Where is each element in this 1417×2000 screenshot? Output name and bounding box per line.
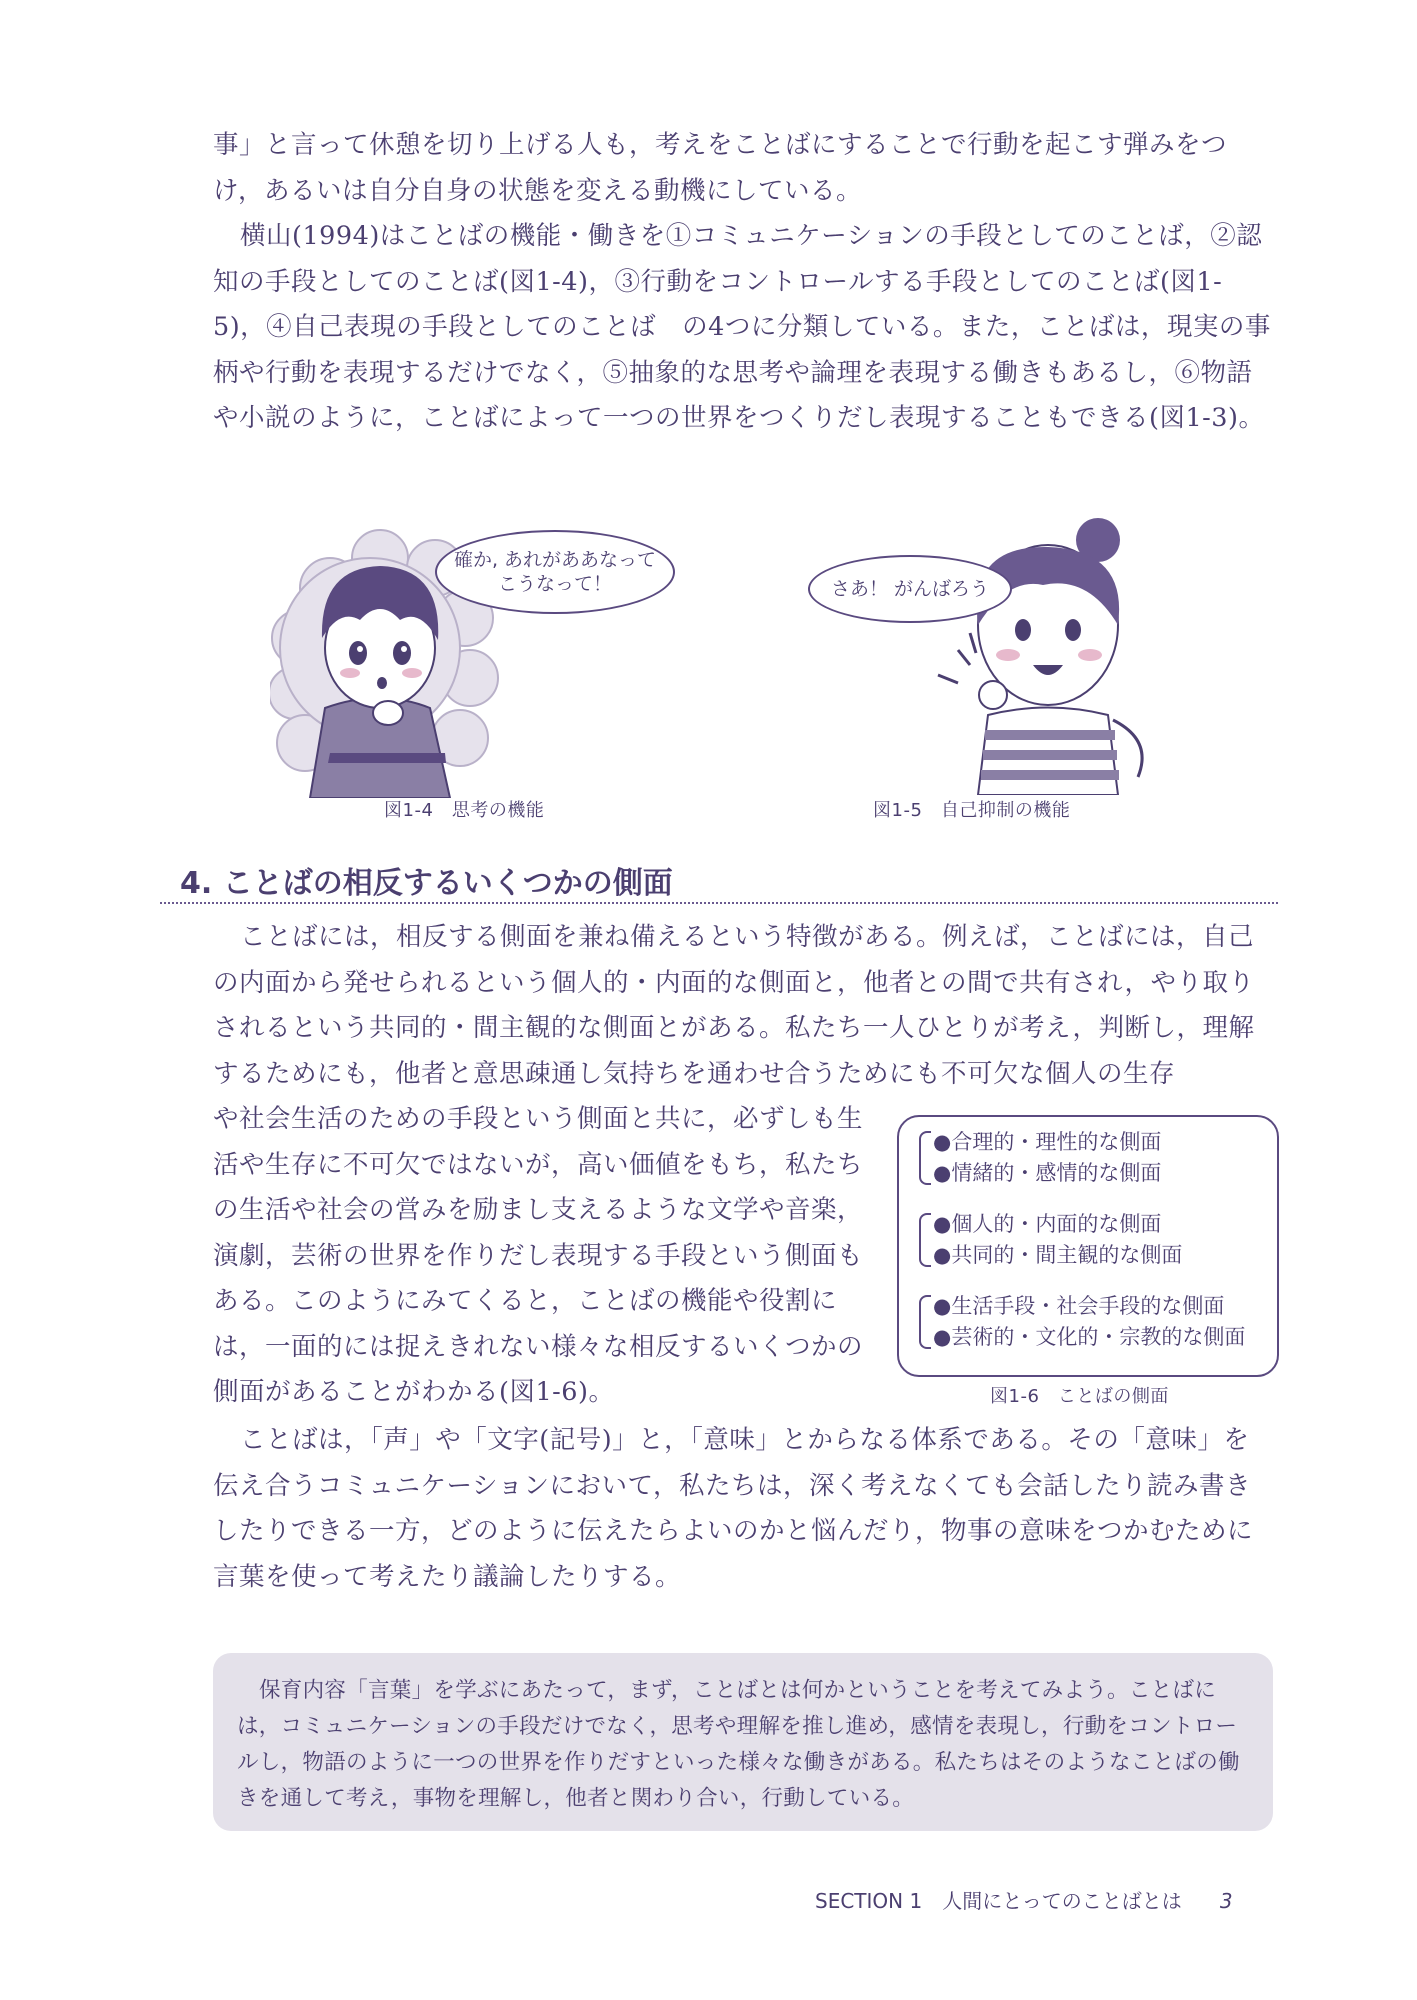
paragraph: 横山(1994)はことばの機能・働きを①コミュニケーションの手段としてのことば，②認知の手段としてのことば(図1-4)，③行動をコントロールする手段としてのことば(図1-5)，④自己表現の手段としてのことば の4つに分類している。また，ことばは，現実の事柄や行動を表現するだけでなく，⑤抽象的な思考や論理を表現する働きもあるし，⑥物語や小説のように，ことばによって一つの世界をつくりだし表現することもできる(図1-3)。 bbox=[213, 221, 1271, 433]
aspect-group bbox=[919, 1291, 1246, 1353]
paragraph: ことばは，「声」や「文字(記号)」と，「意味」とからなる体系である。その「意味」を伝え合うコミュニケーションにおいて，私たちは，深く考えなくても会話したり読み書きしたりできる一方，どのように伝えたらよいのかと悩んだり，物事の意味をつかむために言葉を使って考えたり議論したりする。 bbox=[213, 1425, 1254, 1592]
figure-1-4 bbox=[270, 528, 710, 798]
aspect-item: ●生活手段・社会手段的な側面 bbox=[933, 1294, 1225, 1318]
summary-text: 保育内容「言葉」を学ぶにあたって，まず，ことばとは何かということを考えてみよう。ことばには，コミュニケーションの手段だけでなく，思考や理解を推し進め，感情を表現し，行動をコントロールし，物語のように一つの世界を作りだすといった様々な働きがある。私たちはそのようなことばの働きを通して考え，事物を理解し，他者と関わり合い，行動している。 bbox=[237, 1678, 1240, 1811]
paragraph: ことばには，相反する側面を兼ね備えるという特徴がある。例えば，ことばには，自己の内面から発せられるという個人的・内面的な側面と，他者との間で共有され，やり取りされるという共同的・間主観的な側面とがある。私たち一人ひとりが考え，判断し，理解するためにも，他者と意思疎通し気持ちを通わせ合うためにも不可欠な個人の生存 bbox=[213, 922, 1255, 1089]
aspect-item: ●芸術的・文化的・宗教的な側面 bbox=[933, 1325, 1246, 1349]
figure-caption: 図1-6 ことばの側面 bbox=[990, 1386, 1169, 1407]
aspects-box bbox=[897, 1115, 1279, 1377]
figure-caption: 図1-5 自己抑制の機能 bbox=[873, 800, 1071, 821]
summary-box bbox=[213, 1653, 1273, 1831]
paragraph: 事」と言って休憩を切り上げる人も，考えをことばにすることで行動を起こす弾みをつけ，あるいは自分自身の状態を変える動機にしている。 bbox=[213, 130, 1228, 206]
figure-1-5 bbox=[808, 515, 1178, 795]
section-heading: 4. ことばの相反するいくつかの側面 bbox=[180, 866, 673, 901]
page-footer bbox=[815, 1885, 1233, 1914]
aspect-item: ●共同的・間主観的な側面 bbox=[933, 1243, 1183, 1267]
speech-bubble: 確か, あれがああなって こうなって！ bbox=[435, 530, 675, 614]
page-number: 3 bbox=[1219, 1889, 1233, 1913]
aspect-group bbox=[919, 1209, 1183, 1271]
section-text-full bbox=[213, 915, 1275, 1097]
aspect-item: ●個人的・内面的な側面 bbox=[933, 1212, 1162, 1236]
dotted-divider bbox=[160, 902, 1278, 904]
brace bbox=[919, 1295, 931, 1349]
section-text-narrow bbox=[213, 1097, 873, 1416]
paragraph: や社会生活のための手段という側面と共に，必ずしも生活や生存に不可欠ではないが，高い価値をもち，私たちの生活や社会の営みを励まし支えるような文学や音楽，演劇，芸術の世界を作りだし表現する手段という側面もある。このようにみてくると，ことばの機能や役割には，一面的には捉えきれない様々な相反するいくつかの側面があることがわかる(図1-6)。 bbox=[213, 1104, 864, 1407]
cheering-girl-illustration bbox=[808, 515, 1178, 795]
speech-bubble: さあ！ がんばろう bbox=[808, 555, 1012, 623]
aspect-item: ●情緒的・感情的な側面 bbox=[933, 1161, 1162, 1185]
section-text-last bbox=[213, 1418, 1275, 1600]
brace bbox=[919, 1131, 931, 1185]
aspect-item: ●合理的・理性的な側面 bbox=[933, 1130, 1162, 1154]
footer-section-title: SECTION 1 人間にとってのことばとは bbox=[815, 1889, 1182, 1913]
figure-caption: 図1-4 思考の機能 bbox=[384, 800, 545, 821]
body-text-top bbox=[213, 123, 1275, 442]
brace bbox=[919, 1213, 931, 1267]
aspect-group bbox=[919, 1127, 1162, 1189]
